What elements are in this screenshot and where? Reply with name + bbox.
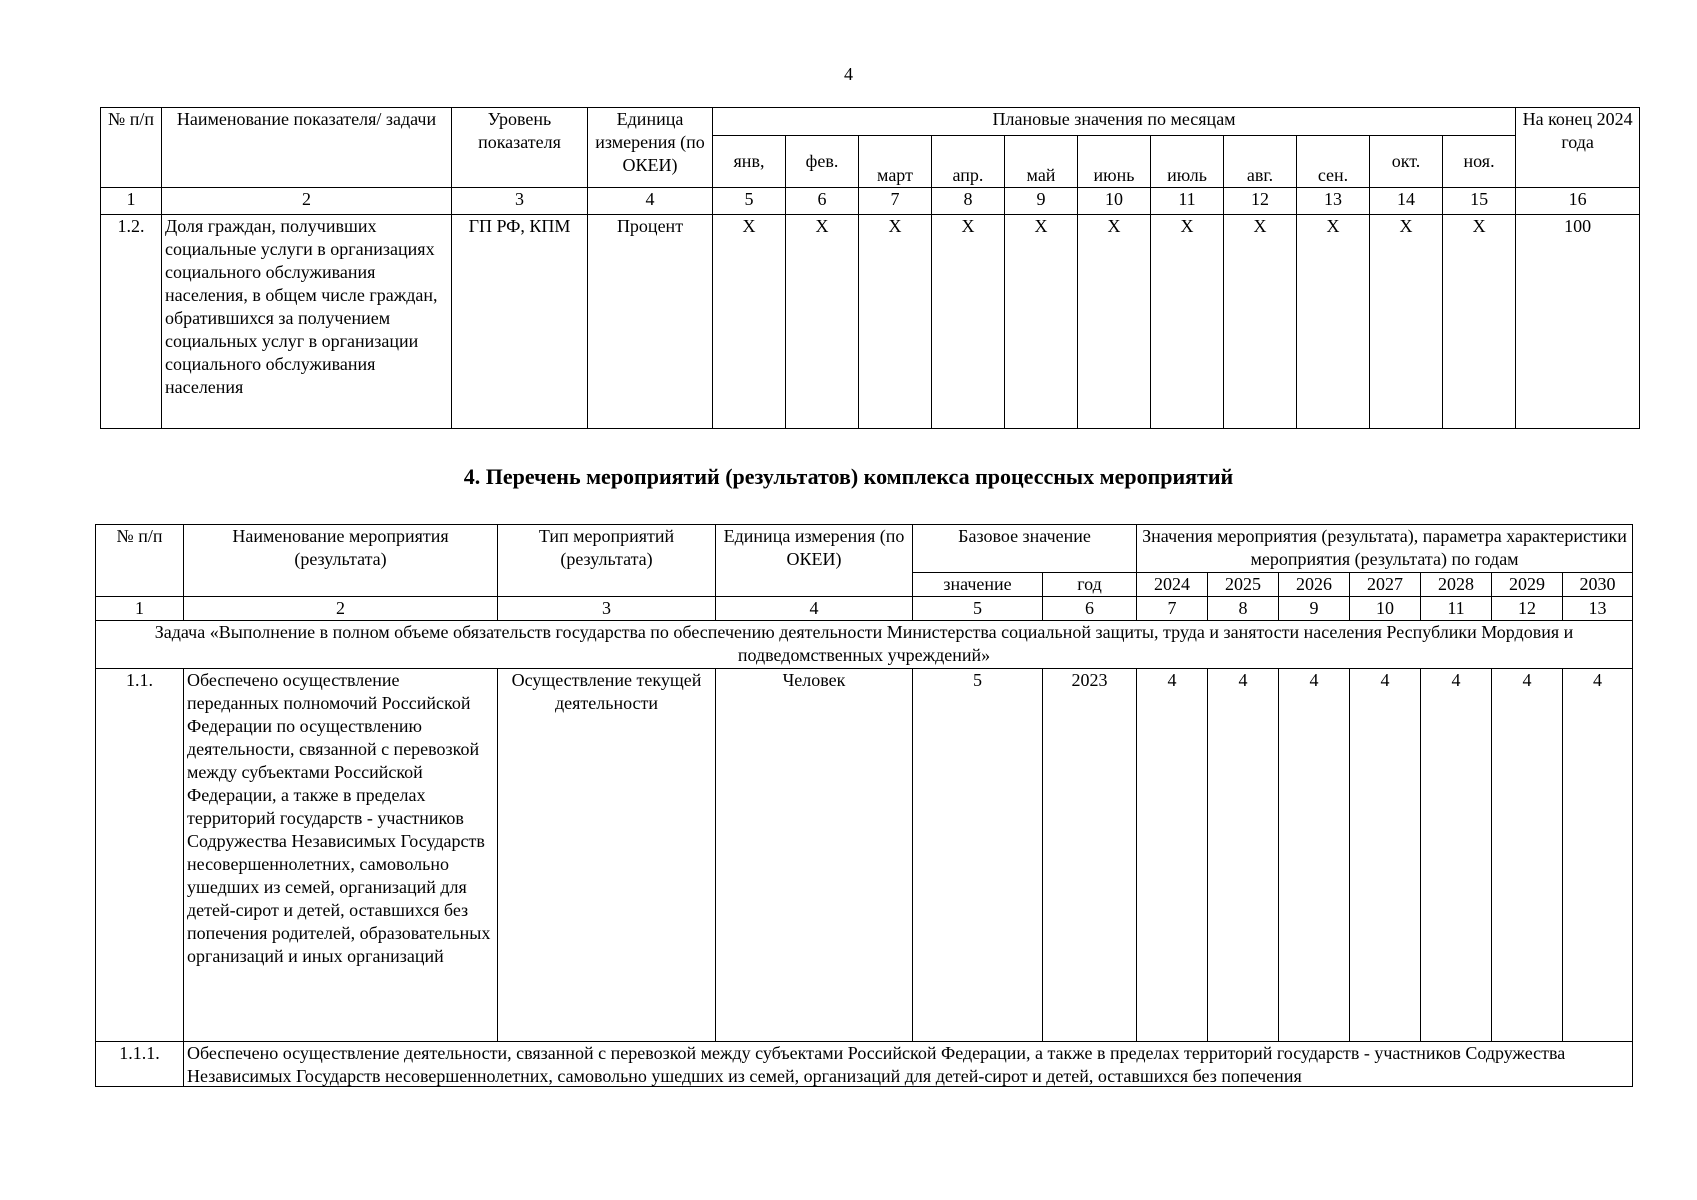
column-number: 6	[1043, 597, 1137, 621]
year-value: 4	[1563, 669, 1633, 1042]
row-type: Осуществление текущей деятельности	[498, 669, 716, 1042]
column-number: 9	[1005, 188, 1078, 215]
column-number: 4	[716, 597, 913, 621]
column-number: 10	[1350, 597, 1421, 621]
column-number: 5	[913, 597, 1043, 621]
month-cell: май	[1005, 136, 1078, 188]
month-cell: ноя.	[1443, 136, 1516, 188]
month-value: X	[1151, 215, 1224, 429]
table-row	[96, 669, 1633, 1042]
column-number: 2	[184, 597, 498, 621]
indicators-table	[100, 107, 1640, 429]
activities-table	[95, 524, 1633, 1087]
table-row	[101, 215, 1640, 429]
month-value: X	[1224, 215, 1297, 429]
row-base-year: 2023	[1043, 669, 1137, 1042]
year-value: 4	[1137, 669, 1208, 1042]
column-number: 6	[786, 188, 859, 215]
row-level: ГП РФ, КПМ	[452, 215, 588, 429]
column-number: 2	[162, 188, 452, 215]
column-number: 11	[1421, 597, 1492, 621]
year-header: 2024	[1137, 573, 1208, 597]
year-header: 2030	[1563, 573, 1633, 597]
month-value: X	[1443, 215, 1516, 429]
column-number: 12	[1492, 597, 1563, 621]
column-number: 8	[932, 188, 1005, 215]
column-number: 16	[1516, 188, 1640, 215]
header-row	[96, 525, 1633, 573]
month-cell: сен.	[1297, 136, 1370, 188]
row-num: 1.1.	[96, 669, 184, 1042]
task-text: Задача «Выполнение в полном объеме обязательств государства по обеспечению деятельности Министерства социальной защиты, труда и занятости населения Республики Мордовия и подведомственных учреждений»	[96, 621, 1633, 669]
subrow-num: 1.1.1.	[96, 1042, 184, 1087]
column-number: 10	[1078, 188, 1151, 215]
year-value: 4	[1279, 669, 1350, 1042]
header-name: Наименование показателя/ задачи	[162, 108, 452, 188]
header-unit: Единица измерения (по ОКЕИ)	[716, 525, 913, 597]
month-value: X	[1005, 215, 1078, 429]
month-cell: окт.	[1370, 136, 1443, 188]
column-number: 7	[1137, 597, 1208, 621]
header-unit: Единица измерения (по ОКЕИ)	[588, 108, 713, 188]
row-unit: Человек	[716, 669, 913, 1042]
header-end: На конец 2024 года	[1516, 108, 1640, 188]
header-row	[101, 108, 1640, 136]
subrow	[96, 1042, 1633, 1087]
month-value: X	[859, 215, 932, 429]
column-number: 4	[588, 188, 713, 215]
year-value: 4	[1421, 669, 1492, 1042]
month-cell: июнь	[1078, 136, 1151, 188]
year-value: 4	[1208, 669, 1279, 1042]
month-cell: авг.	[1224, 136, 1297, 188]
column-number: 11	[1151, 188, 1224, 215]
month-cell: фев.	[786, 136, 859, 188]
column-number: 1	[96, 597, 184, 621]
month-cell: янв,	[713, 136, 786, 188]
column-number: 3	[452, 188, 588, 215]
year-header: 2028	[1421, 573, 1492, 597]
column-numbers-row	[101, 188, 1640, 215]
year-header: 2026	[1279, 573, 1350, 597]
month-value: X	[1370, 215, 1443, 429]
column-number: 9	[1279, 597, 1350, 621]
month-value: X	[932, 215, 1005, 429]
section-title: 4. Перечень мероприятий (результатов) комплекса процессных мероприятий	[463, 464, 1234, 489]
year-value: 4	[1350, 669, 1421, 1042]
header-planned: Плановые значения по месяцам	[713, 108, 1516, 136]
column-number: 8	[1208, 597, 1279, 621]
column-number: 15	[1443, 188, 1516, 215]
year-value: 4	[1492, 669, 1563, 1042]
subrow-text: Обеспечено осуществление деятельности, связанной с перевозкой между субъектами Российской Федерации, а также в пределах территорий государств - участников Содружества Независимых Государств несовершеннолетних, самовольно ушедших из семей, организаций для детей-сирот и детей, оставшихся без попечения	[187, 1043, 1566, 1086]
header-base-value: значение	[913, 573, 1043, 597]
column-number: 13	[1297, 188, 1370, 215]
month-value: X	[1297, 215, 1370, 429]
subrow-text-cell	[184, 1042, 1633, 1087]
column-number: 5	[713, 188, 786, 215]
row-name: Доля граждан, получивших социальные услуги в организациях социального обслуживания населения, в общем числе граждан, обратившихся за получением социальных услуг в организации социального обслуживания населения	[162, 215, 452, 429]
row-base-value: 5	[913, 669, 1043, 1042]
column-number: 1	[101, 188, 162, 215]
header-base: Базовое значение	[913, 525, 1137, 573]
row-end-value: 100	[1516, 215, 1640, 429]
year-header: 2029	[1492, 573, 1563, 597]
month-cell: апр.	[932, 136, 1005, 188]
column-number: 14	[1370, 188, 1443, 215]
header-level: Уровень показателя	[452, 108, 588, 188]
month-value: X	[786, 215, 859, 429]
column-number: 7	[859, 188, 932, 215]
year-header: 2027	[1350, 573, 1421, 597]
month-cell: март	[859, 136, 932, 188]
header-name: Наименование мероприятия (результата)	[184, 525, 498, 597]
header-type: Тип мероприятий (результата)	[498, 525, 716, 597]
column-numbers-row	[96, 597, 1633, 621]
month-value: X	[1078, 215, 1151, 429]
header-num: № п/п	[96, 525, 184, 597]
task-row	[96, 621, 1633, 669]
month-value: X	[713, 215, 786, 429]
row-name: Обеспечено осуществление переданных полномочий Российской Федерации по осуществлению деятельности, связанной с перевозкой между субъектами Российской Федерации, а также в пределах территорий государств - участников Содружества Независимых Государств несовершеннолетних, самовольно ушедших из семей, организаций для детей-сирот и детей, оставшихся без попечения родителей, образовательных организаций и иных организаций	[184, 669, 498, 1042]
month-cell: июль	[1151, 136, 1224, 188]
row-unit: Процент	[588, 215, 713, 429]
header-values: Значения мероприятия (результата), параметра характеристики мероприятия (результата) по годам	[1137, 525, 1633, 573]
header-num: № п/п	[101, 108, 162, 188]
column-number: 3	[498, 597, 716, 621]
header-base-year: год	[1043, 573, 1137, 597]
column-number: 13	[1563, 597, 1633, 621]
page-number: 4	[844, 64, 853, 84]
column-number: 12	[1224, 188, 1297, 215]
year-header: 2025	[1208, 573, 1279, 597]
row-num: 1.2.	[101, 215, 162, 429]
